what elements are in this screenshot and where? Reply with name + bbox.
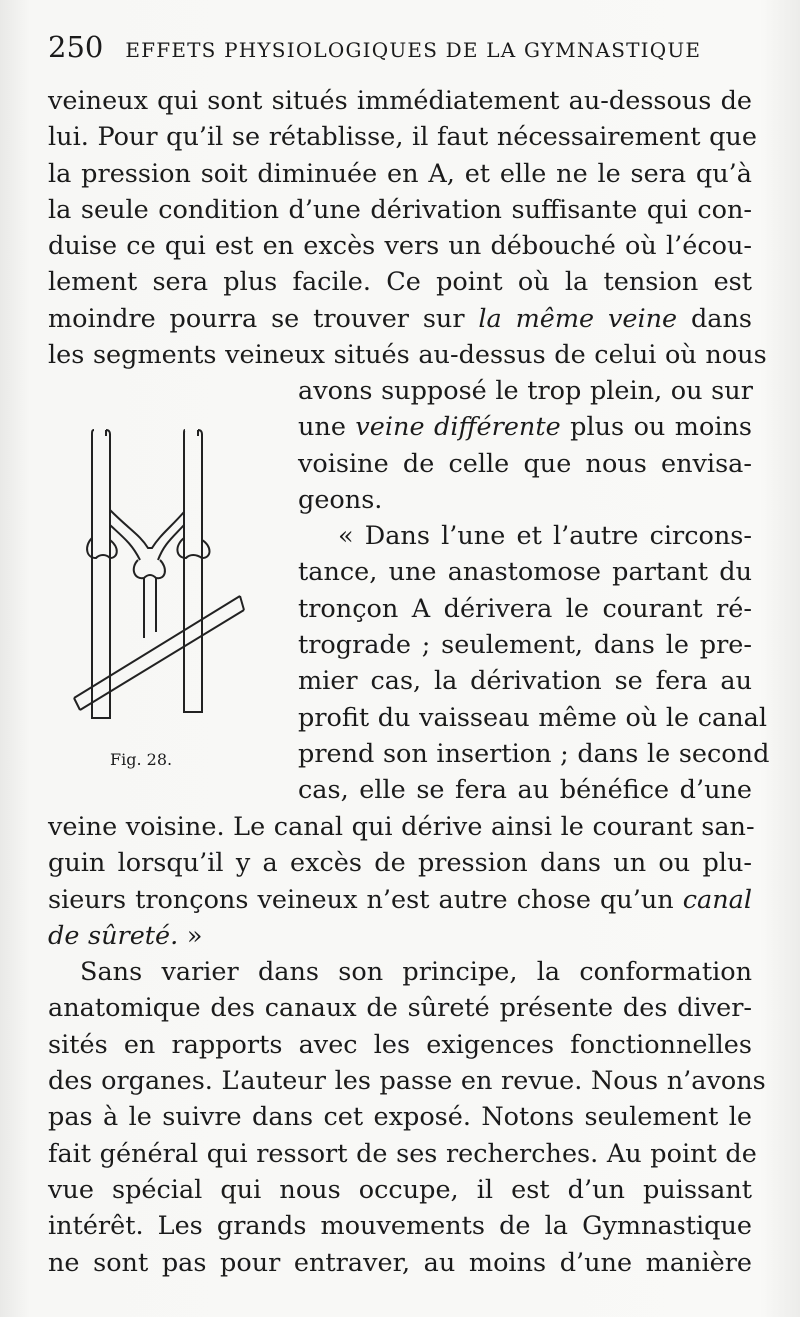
text-line: intérêt. Les grands mouvements de la Gymnastique [48, 1211, 752, 1242]
text-line [48, 301, 752, 337]
text-line [48, 882, 752, 918]
text-line: avons supposé le trop plein, ou sur [298, 376, 753, 406]
right-column-text [298, 373, 770, 809]
text-line: duise ce qui est en excès vers un débouché où l’écou- [48, 231, 752, 262]
text-line: cas, elle se fera au bénéfice d’une [298, 775, 752, 806]
text-line: anatomique des canaux de sûreté présente des diver- [48, 993, 752, 1024]
page-number: 250 [48, 30, 104, 64]
italic-phrase: de sûreté. [48, 920, 179, 951]
italic-phrase: canal [682, 884, 752, 915]
text-line: trograde ; seulement, dans le pre- [298, 630, 752, 661]
text-line: tance, une anastomose partant du [298, 557, 752, 588]
text-line: des organes. L’auteur les passe en revue. Nous n’avons [48, 1066, 766, 1097]
text-line: vue spécial qui nous occupe, il est d’un puissant [48, 1174, 752, 1205]
text-line: Sans varier dans son principe, la conformation [80, 957, 752, 988]
figure-caption: Fig. 28. [110, 750, 173, 769]
text-line: la pression soit diminuée en A, et elle ne le sera qu’à [48, 158, 752, 189]
page-header [48, 30, 760, 70]
central-branch [144, 578, 156, 638]
text-line: les segments veineux situés au-dessus de celui où nous [48, 340, 767, 371]
center-valve [134, 560, 165, 578]
text-line: la seule condition d’une dérivation suffisante qui con- [48, 194, 752, 225]
text-line: « Dans l’une et l’autre circons- [338, 521, 752, 552]
right-valve [177, 538, 209, 558]
italic-phrase: veine différente [355, 412, 561, 443]
text-line: ne sont pas pour entraver, au moins d’une manière [48, 1247, 752, 1278]
top-paragraph [48, 83, 767, 373]
italic-phrase: la même veine [478, 303, 678, 334]
text-line: prend son insertion ; dans le second [298, 738, 770, 769]
text-line [298, 409, 752, 445]
text-segment: une [298, 412, 346, 443]
text-segment: » [186, 920, 203, 951]
text-line: geons. [298, 484, 383, 515]
text-line: pas à le suivre dans cet exposé. Notons seulement le [48, 1102, 752, 1133]
text-line: tronçon A dérivera le courant ré- [298, 593, 752, 624]
text-line: fait général qui ressort de ses recherches. Au point de [48, 1138, 757, 1169]
connecting-branch [110, 510, 184, 548]
branch-inner-left [110, 525, 140, 560]
text-line: lement sera plus facile. Ce point où la tension est [48, 267, 752, 298]
text-line: veine voisine. Le canal qui dérive ainsi le courant san- [48, 812, 755, 842]
text-segment: moindre pourra se trouver sur [48, 303, 465, 334]
text-line: mier cas, la dérivation se fera au [298, 666, 752, 697]
text-line [48, 918, 752, 954]
text-line: profit du vaisseau même où le canal [298, 702, 767, 733]
vein-anastomosis-figure [60, 420, 250, 750]
bottom-paragraph [48, 809, 766, 1281]
text-segment: plus ou moins [570, 412, 752, 443]
text-line: voisine de celle que nous envisa- [298, 448, 752, 479]
text-line: lui. Pour qu’il se rétablisse, il faut nécessairement que [48, 122, 757, 153]
left-vein [92, 430, 110, 718]
anastomosis-canal [74, 596, 244, 710]
canal-ends [74, 596, 244, 710]
right-vein [184, 430, 202, 712]
text-line: guin lorsqu’il y a excès de pression dans un ou plu- [48, 848, 752, 879]
text-line: veineux qui sont situés immédiatement au-dessous de [48, 86, 752, 116]
text-segment: sieurs tronçons veineux n’est autre chose qu’un [48, 884, 674, 915]
text-segment: dans [690, 303, 753, 334]
text-line: sités en rapports avec les exigences fonctionnelles [48, 1029, 752, 1060]
running-title: EFFETS PHYSIOLOGIQUES DE LA GYMNASTIQUE [125, 38, 702, 62]
